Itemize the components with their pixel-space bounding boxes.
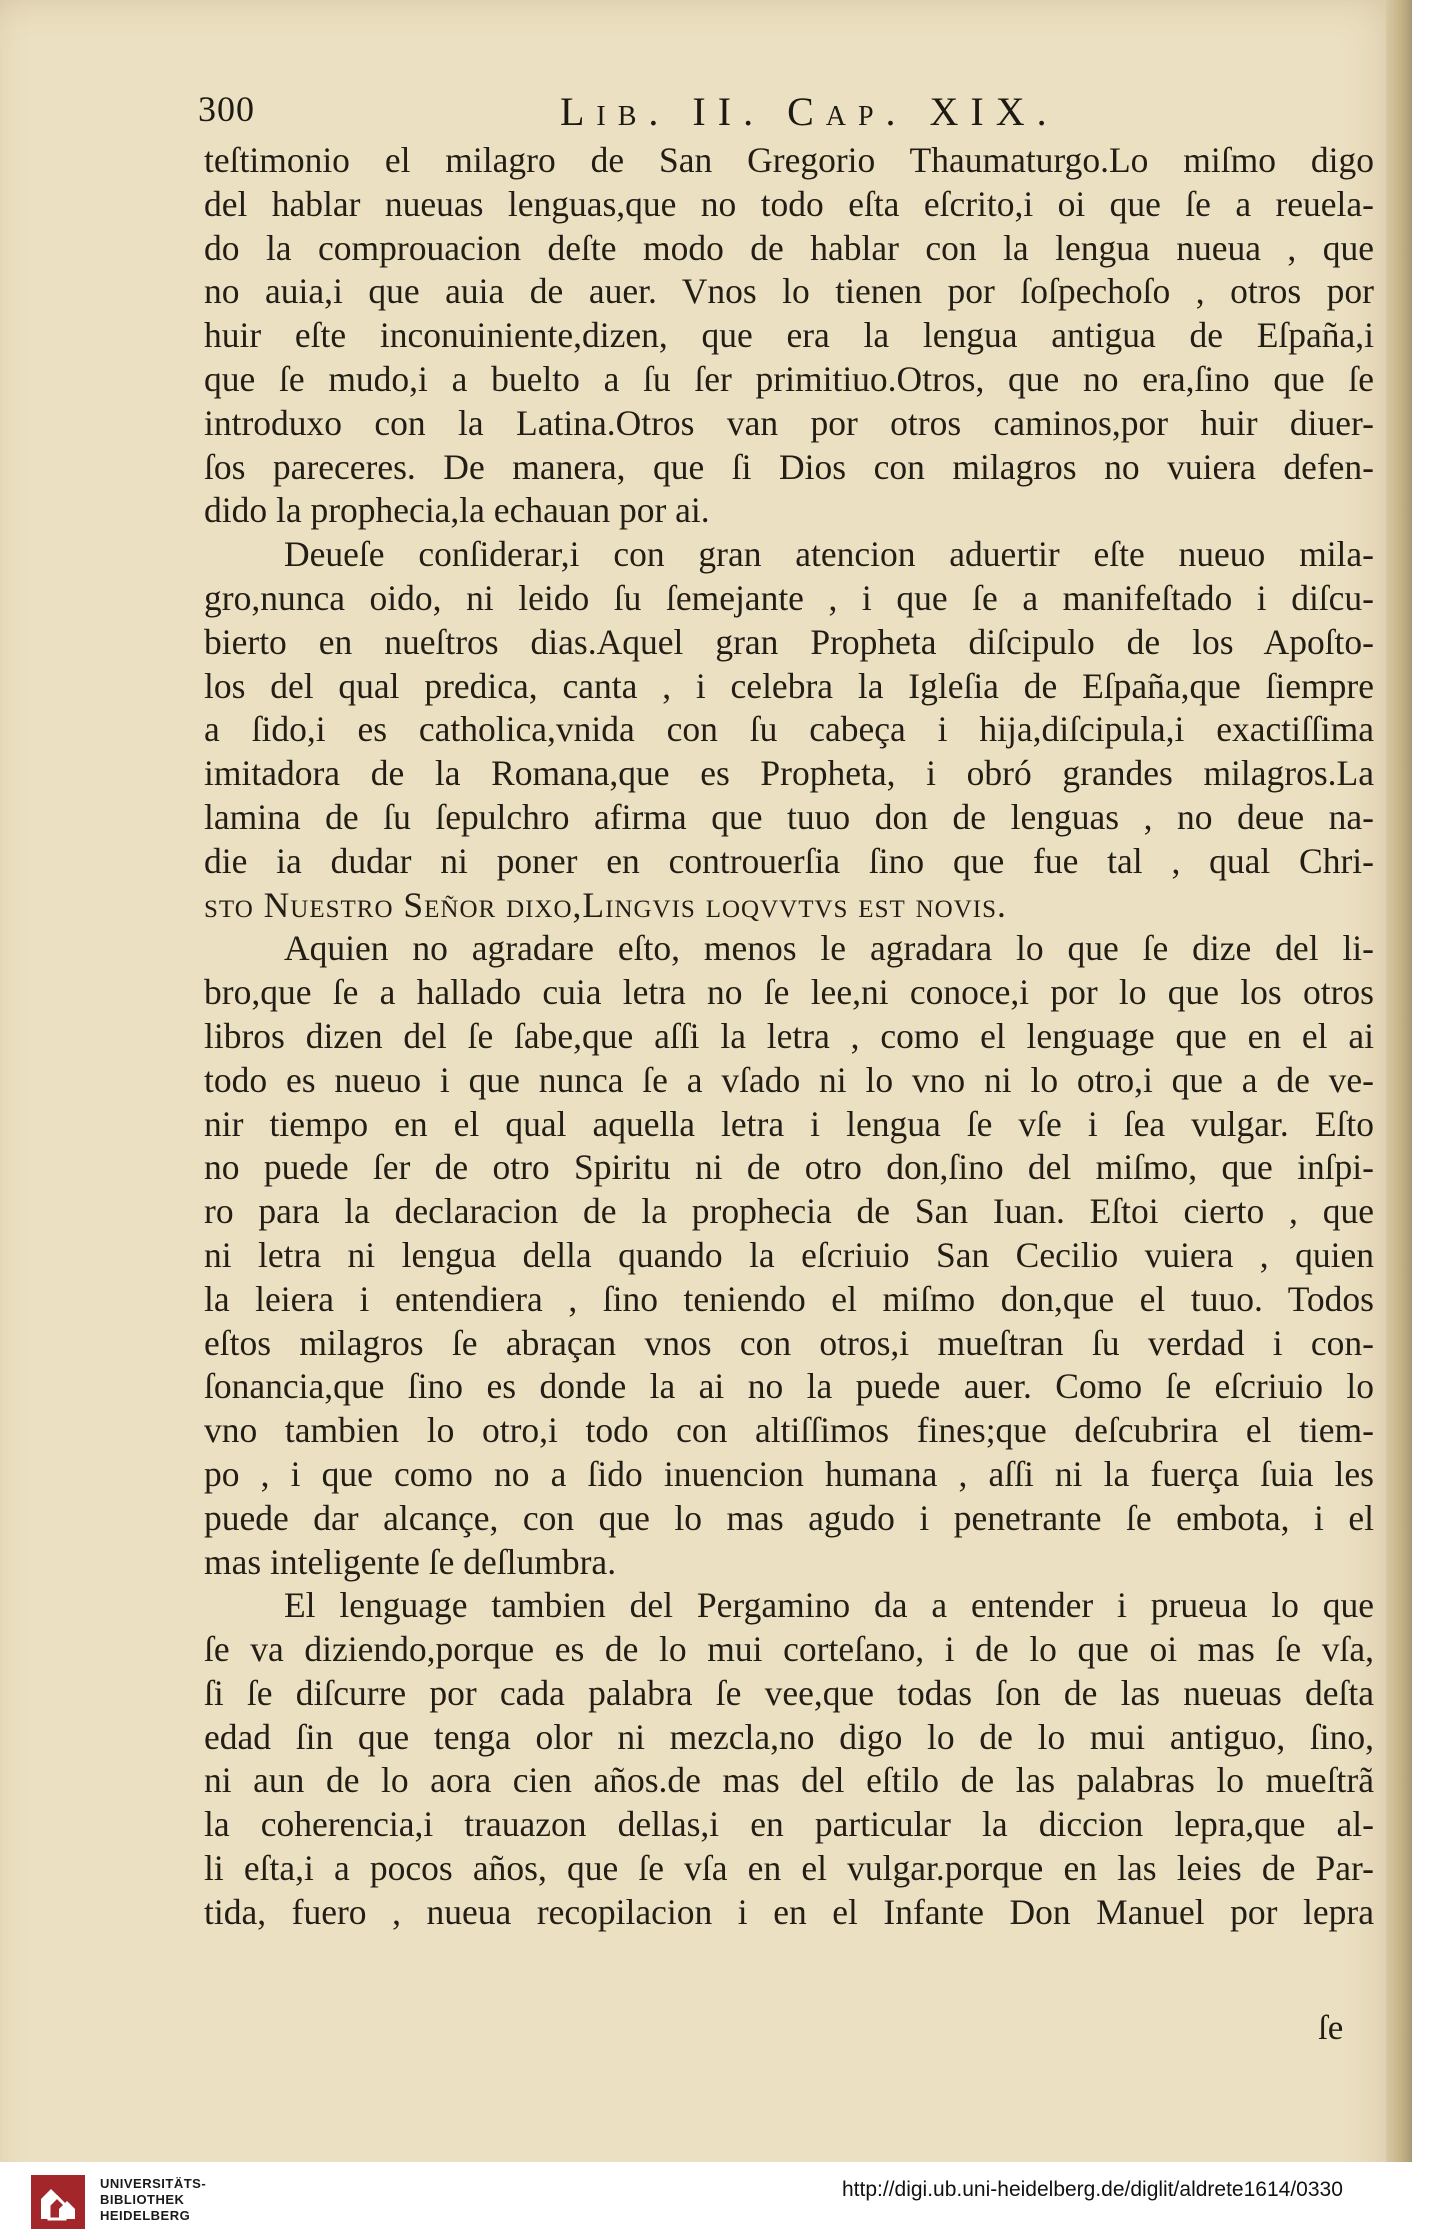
text-line: libros dizen del ſe ſabe,que aſſi la letra , como el lenguage que en el ai [204, 1015, 1374, 1056]
text-line: imitadora de la Romana,que es Propheta, i obró grandes milagros.La [204, 753, 1374, 794]
text-line: no auia,i que auia de auer. Vnos lo tienen por ſoſpechoſo , otros por [204, 271, 1374, 312]
text-line: todo es nueuo i que nunca ſe a vſado ni lo vno ni lo otro,i que a de ve- [204, 1059, 1374, 1100]
text-line: ſe va diziendo,porque es de lo mui corteſano, i de lo que oi mas ſe vſa, [204, 1629, 1374, 1670]
paragraph-start-line: Deueſe conſiderar,i con gran atencion aduertir eſte nueuo mila- [284, 534, 1374, 575]
text-line: los del qual predica, canta , i celebra la Igleſia de Eſpaña,que ſiempre [204, 665, 1374, 706]
text-line: edad ſin que tenga olor ni mezcla,no digo lo de lo mui antiguo, ſino, [204, 1716, 1374, 1757]
library-name-line: BIBLIOTHEK [100, 2192, 185, 2207]
text-line: introduxo con la Latina.Otros van por otros caminos,por huir diuer- [204, 402, 1374, 443]
text-line: puede dar alcançe, con que lo mas agudo i penetrante ſe embota, i el [204, 1497, 1374, 1538]
text-line: vno tambien lo otro,i todo con altiſſimos fines;que deſcubrira el tiem- [204, 1410, 1374, 1451]
permalink-url[interactable]: http://digi.ub.uni-heidelberg.de/diglit/aldrete1614/0330 [842, 2178, 1343, 2201]
paragraph-end-line: sto Nueſtro Señor dixo,Lingvis loqvvtvs est novis. [204, 884, 1007, 925]
text-line: tida, fuero , nueua recopilacion i en el Infante Don Manuel por lepra [204, 1891, 1374, 1932]
running-head-title: Lib. II. Cap. XIX. [560, 89, 1059, 134]
text-line: la coherencia,i trauazon dellas,i en particular la diccion lepra,que al- [204, 1804, 1374, 1845]
text-line: nir tiempo en el qual aquella letra i lengua ſe vſe i ſea vulgar. Eſto [204, 1103, 1374, 1144]
text-line: huir eſte inconuiniente,dizen, que era la lengua antigua de Eſpaña,i [204, 315, 1374, 356]
text-line: eſtos milagros ſe abraçan vnos con otros,i mueſtran ſu verdad i con- [204, 1322, 1374, 1363]
paragraph-end-line: mas inteligente ſe deſlumbra. [204, 1541, 617, 1582]
text-line: ſi ſe diſcurre por cada palabra ſe vee,que todas ſon de las nueuas deſta [204, 1672, 1374, 1713]
text-line: ſos pareceres. De manera, que ſi Dios con milagros no vuiera defen- [204, 446, 1374, 487]
text-line: que ſe mudo,i a buelto a ſu ſer primitiuo.Otros, que no era,ſino que ſe [204, 358, 1374, 399]
page-edge [1386, 0, 1412, 2235]
text-line: do la comprouacion deſte modo de hablar con la lengua nueua , que [204, 227, 1374, 268]
library-name-line: HEIDELBERG [100, 2208, 191, 2223]
text-line: lamina de ſu ſepulchro afirma que tuuo don de lenguas , no deue na- [204, 796, 1374, 837]
text-line: bro,que ſe a hallado cuia letra no ſe lee,ni conoce,i por lo que los otros [204, 972, 1374, 1013]
library-logo-icon [31, 2175, 85, 2229]
body-text [204, 139, 1374, 1935]
text-line: ni letra ni lengua della quando la eſcriuio San Cecilio vuiera , quien [204, 1234, 1374, 1275]
text-line: teſtimonio el milagro de San Gregorio Thaumaturgo.Lo miſmo digo [204, 140, 1374, 180]
catchword: ſe [1318, 2008, 1344, 2047]
text-line: gro,nunca oido, ni leido ſu ſemejante , i que ſe a manifeſtado i diſcu- [204, 577, 1374, 618]
running-head [198, 88, 1238, 140]
text-line: no puede ſer de otro Spiritu ni de otro don,ſino del miſmo, que inſpi- [204, 1147, 1374, 1188]
text-line: a ſido,i es catholica,vnida con ſu cabeça i hija,diſcipula,i exactiſſima [204, 709, 1374, 750]
library-name-line: UNIVERSITÄTS- [100, 2176, 207, 2191]
footer-bar [0, 2162, 1412, 2235]
text-line: bierto en nueſtros dias.Aquel gran Propheta diſcipulo de los Apoſto- [204, 621, 1374, 662]
text-line: die ia dudar ni poner en controuerſia ſino que fue tal , qual Chri- [204, 840, 1374, 881]
paragraph-start-line: Aquien no agradare eſto, menos le agradara lo que ſe dize del li- [284, 928, 1374, 969]
text-line: li eſta,i a pocos años, que ſe vſa en el vulgar.porque en las leies de Par- [204, 1848, 1374, 1889]
text-line: ſonancia,que ſino es donde la ai no la puede auer. Como ſe eſcriuio lo [204, 1366, 1374, 1407]
library-name [100, 2176, 206, 2224]
paragraph-start-line: El lenguage tambien del Pergamino da a entender i prueua lo que [284, 1585, 1374, 1626]
page-number: 300 [198, 89, 255, 129]
text-line: del hablar nueuas lenguas,que no todo eſta eſcrito,i oi que ſe a reuela- [204, 183, 1374, 224]
text-line: po , i que como no a ſido inuencion humana , aſſi ni la fuerça ſuia les [204, 1453, 1374, 1494]
paragraph-end-line: dido la prophecia,la echauan por ai. [204, 490, 710, 531]
text-line: ro para la declaracion de la prophecia de San Iuan. Eſtoi cierto , que [204, 1191, 1374, 1232]
text-line: la leiera i entendiera , ſino teniendo el miſmo don,que el tuuo. Todos [204, 1278, 1374, 1319]
text-line: ni aun de lo aora cien años.de mas del eſtilo de las palabras lo mueſtrã [204, 1760, 1374, 1801]
